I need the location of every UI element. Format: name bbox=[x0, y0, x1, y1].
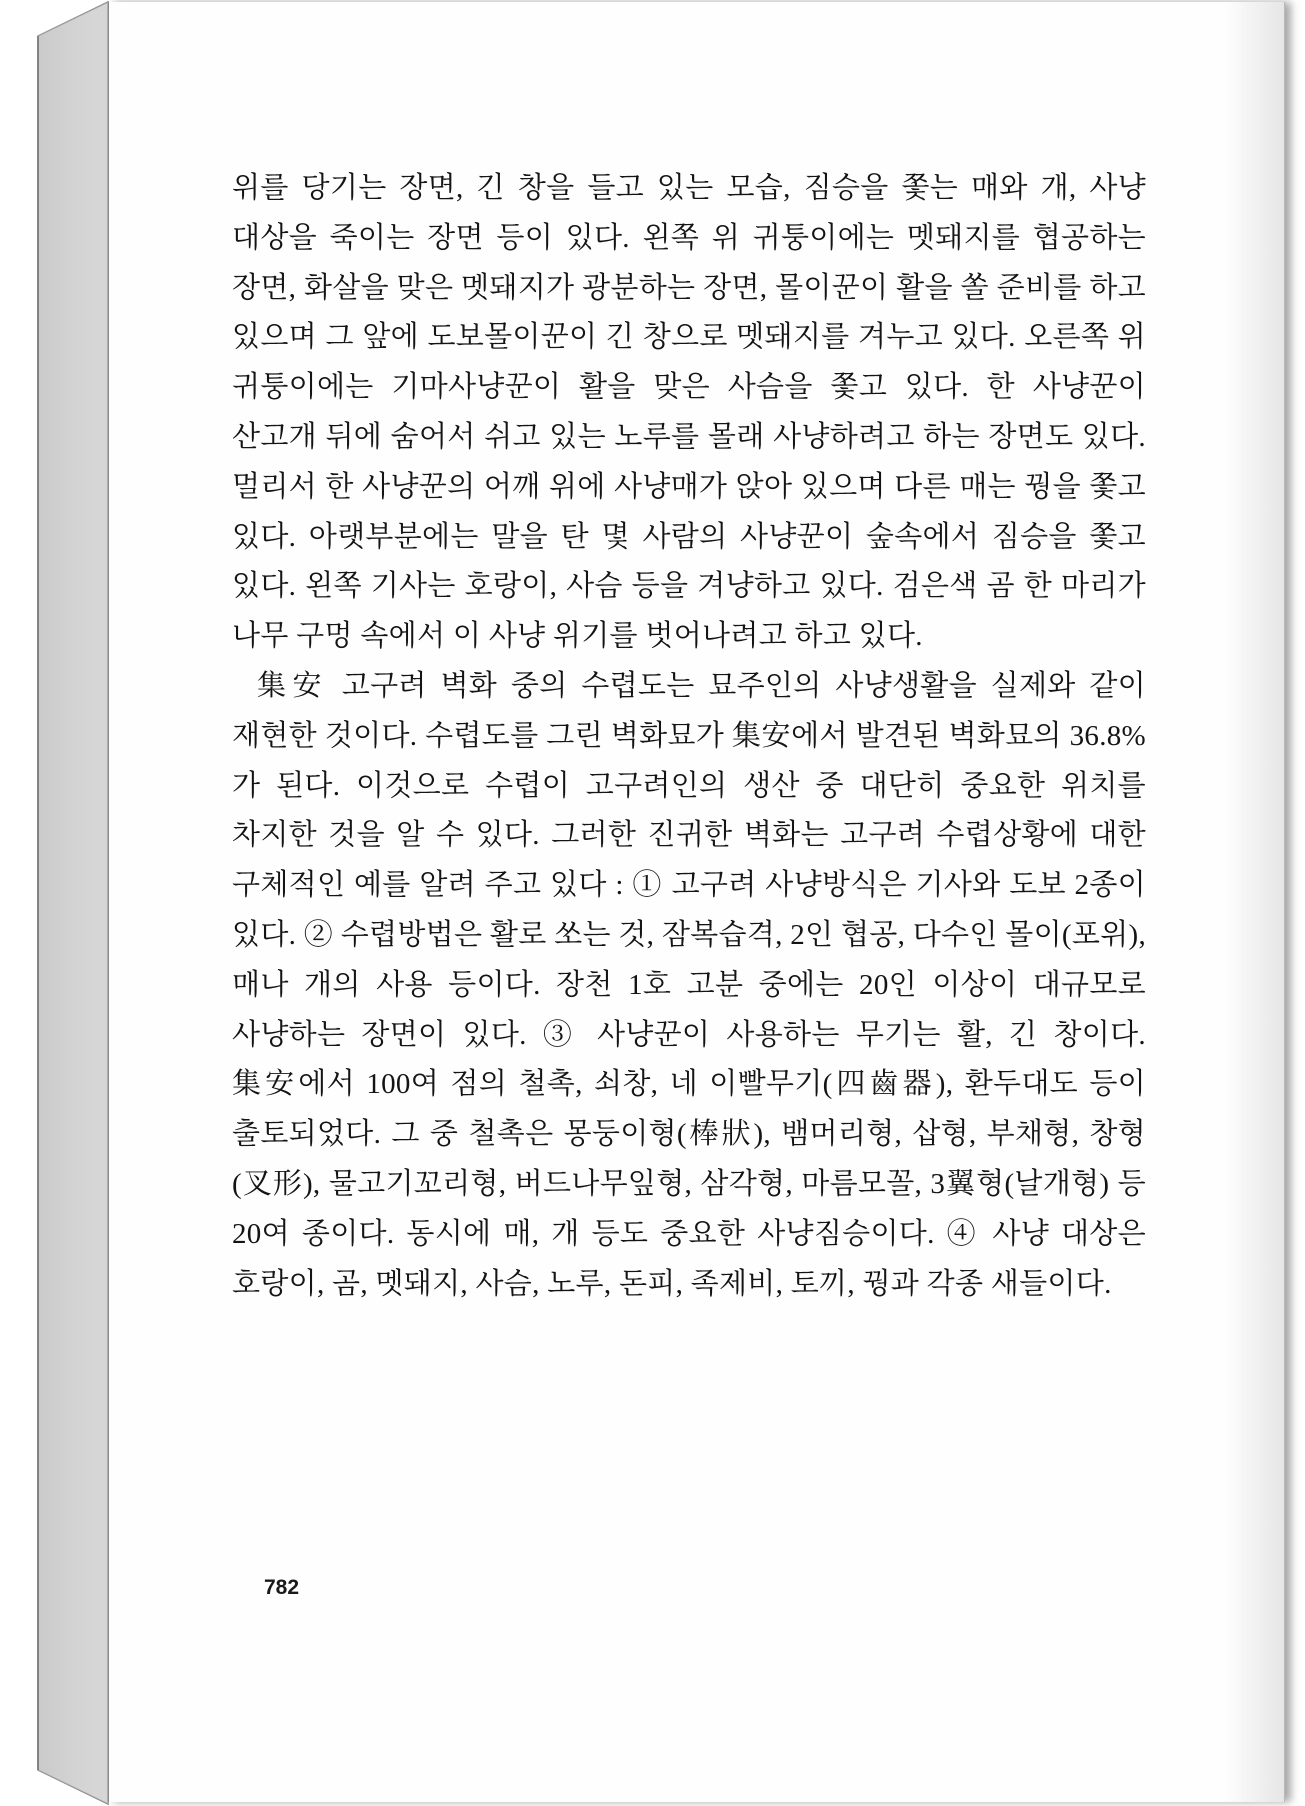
page-body-text bbox=[232, 164, 1146, 1309]
page-number: 782 bbox=[264, 1576, 300, 1599]
paragraph-hunting-scene: 위를 당기는 장면, 긴 창을 들고 있는 모습, 짐승을 쫓는 매와 개, 사냥 대상을 죽이는 장면 등이 있다. 왼쪽 위 귀퉁이에는 멧돼지를 협공하는 장면, 화살을 맞은 멧돼지가 광분하는 장면, 몰이꾼이 활을 쏠 준비를 하고 있으며 그 앞에 도보몰이꾼이 긴 창으로 멧돼지를 겨누고 있다. 오른쪽 위 귀퉁이에는 기마사냥꾼이 활을 맞은 사슴을 쫓고 있다. 한 사냥꾼이 산고개 뒤에 숨어서 쉬고 있는 노루를 몰래 사냥하려고 하는 장면도 있다. 멀리서 한 사냥꾼의 어깨 위에 사냥매가 앉아 있으며 다른 매는 꿩을 쫓고 있다. 아랫부분에는 말을 탄 몇 사람의 사냥꾼이 숲속에서 짐승을 쫓고 있다. 왼쪽 기사는 호랑이, 사슴 등을 겨냥하고 있다. 검은색 곰 한 마리가 나무 구멍 속에서 이 사냥 위기를 벗어나려고 하고 있다. bbox=[232, 172, 1146, 653]
paragraph-hunting-murals: 集安 고구려 벽화 중의 수렵도는 묘주인의 사냥생활을 실제와 같이 재현한 것이다. 수렵도를 그린 벽화묘가 集安에서 발견된 벽화묘의 36.8%가 된다. 이것으로 수렵이 고구려인의 생산 중 대단히 중요한 위치를 차지한 것을 알 수 있다. 그러한 진귀한 벽화는 고구려 수렵상황에 대한 구체적인 예를 알려 주고 있다 : ① 고구려 사냥방식은 기사와 도보 2종이 있다. ② 수렵방법은 활로 쏘는 것, 잠복습격, 2인 협공, 다수인 몰이(포위), 매나 개의 사용 등이다. 장천 1호 고분 중에는 20인 이상이 대규모로 사냥하는 장면이 있다. ③ 사냥꾼이 사용하는 무기는 활, 긴 창이다. 集安에서 100여 점의 철촉, 쇠창, 네 이빨무기(四齒器), 환두대도 등이 출토되었다. 그 중 철촉은 몽둥이형(棒狀), 뱀머리형, 삽형, 부채형, 창형(叉形), 물고기꼬리형, 버드나무잎형, 삼각형, 마름모꼴, 3翼형(날개형) 등 20여 종이다. 동시에 매, 개 등도 중요한 사냥짐승이다. ④ 사냥 대상은 호랑이, 곰, 멧돼지, 사슴, 노루, 돈피, 족제비, 토끼, 꿩과 각종 새들이다. bbox=[232, 669, 1146, 1300]
page-shadow bbox=[1224, 2, 1284, 1802]
